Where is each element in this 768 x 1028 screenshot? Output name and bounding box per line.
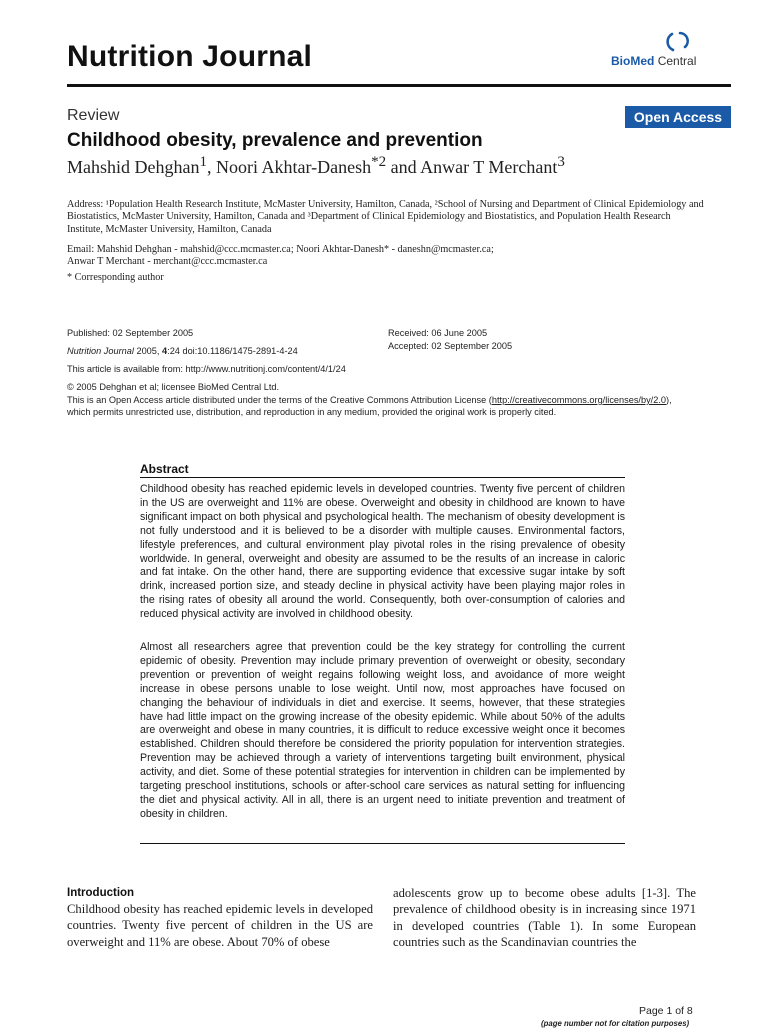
author-separator: , — [206, 157, 216, 177]
biomed-central-logo-icon — [665, 30, 691, 52]
article-url: This article is available from: http://www.nutritionj.com/content/4/1/24 — [67, 364, 346, 374]
author-list — [67, 154, 565, 178]
author-affiliation: 3 — [557, 154, 565, 170]
abstract-rule — [140, 843, 625, 844]
received-date: Received: 06 June 2005 — [388, 328, 488, 338]
page-note: (page number not for citation purposes) — [541, 1019, 690, 1028]
citation-year: 2005, — [133, 346, 163, 356]
copyright: © 2005 Dehghan et al; licensee BioMed Central Ltd. — [67, 382, 280, 392]
author-separator: and — [386, 157, 421, 177]
body-column-left: Childhood obesity has reached epidemic levels in developed countries. Twenty five percent of children in the US are overweight and 11% are obese. About 70% of obese — [67, 902, 373, 949]
email-line: Anwar T Merchant - merchant@ccc.mcmaster.ca — [67, 256, 268, 268]
open-access-badge: Open Access — [625, 106, 731, 128]
abstract-paragraph: Childhood obesity has reached epidemic levels in developed countries. Twenty five percent of children in the US are overweight and 11% are obese. Overweight and obesity in childhood are known to have significant impact on both physical and psychological health. The mechanism of obesity development is not fully understood and it is believed to be a disorder with multiple causes. Environmental factors, lifestyle preferences, and cultural environment play pivotal roles in the rising prevalence of obesity worldwide. In general, overweight and obesity are assumed to be the results of an increase in caloric and fat intake. On the other hand, there are supporting evidence that excessive sugar intake by soft drink, increased portion size, and steady decline in physical activity have been playing major roles in the rising rates of obesity all around the world. Consequently, both over-consumption of calories and reduced physical activity are involved in childhood obesity. — [140, 483, 625, 621]
page-number: Page 1 of 8 — [639, 1005, 693, 1017]
published-date: Published: 02 September 2005 — [67, 328, 194, 338]
author-emails — [67, 244, 707, 269]
abstract-heading: Abstract — [140, 462, 189, 476]
author-name: Mahshid Dehghan — [67, 157, 200, 177]
abstract-paragraph: Almost all researchers agree that prevention could be the key strategy for controlling the current epidemic of obesity. Prevention may include primary prevention of overweight or obesity, secondary prevention or prevention of weight regains following weight loss, and avoidance of more weight increase in obese persons unable to lose weight. Until now, most approaches have focused on changing the behaviour of individuals in diet and exercise. It seems, however, that these strategies have had little impact on the growing increase of the obesity epidemic. While about 50% of the adults are overweight and obese in many countries, it is difficult to reduce excessive weight once it becomes established. Children should therefore be considered the priority population for intervention strategies. Prevention may be achieved through a variety of interventions targeting built environment, physical activity, and diet. Some of these potential strategies for intervention in children can be implemented by targeting preschool institutions, schools or after-school care services as natural setting for influencing the diet and physical activity. All in all, there is an urgent need to initiate prevention and treatment of obesity in children. — [140, 641, 625, 820]
corresponding-author-note: * Corresponding author — [67, 272, 164, 283]
license-text: which permits unrestricted use, distribution, and reproduction in any medium, provided the original work is properly cited. — [67, 407, 557, 417]
publisher-logo — [611, 54, 696, 68]
author-name: Anwar T Merchant — [420, 157, 558, 177]
author-name: Noori Akhtar-Danesh — [215, 157, 372, 177]
article-title: Childhood obesity, prevalence and prevention — [67, 130, 483, 151]
accepted-date: Accepted: 02 September 2005 — [388, 341, 513, 351]
section-label: Review — [67, 107, 120, 124]
introduction-heading: Introduction — [67, 887, 135, 899]
author-address: Address: ¹Population Health Research Institute, McMaster University, Hamilton, Canada, ²School of Nursing and Department of Clinical Epidemiology and Biostatistics, McMaster University, Hamilton, Canada and ³Department of Clinical Epidemiology and Biostatistics, and Population Health Research Institute, McMaster University, Hamilton, Canada — [67, 199, 704, 235]
license-statement — [67, 394, 707, 418]
citation — [67, 345, 298, 357]
journal-title: Nutrition Journal — [67, 40, 313, 73]
license-link[interactable]: http://creativecommons.org/licenses/by/2.0 — [491, 395, 667, 405]
email-line: Email: Mahshid Dehghan - mahshid@ccc.mcmaster.ca; Noori Akhtar-Danesh* - daneshn@mcmaster.ca; — [67, 244, 494, 255]
license-text: This is an Open Access article distributed under the terms of the Creative Commons Attribution License ( — [67, 395, 492, 405]
logo-suffix: Central — [657, 54, 697, 68]
citation-volume: 4 — [162, 346, 168, 356]
logo-brand: BioMed — [611, 54, 655, 68]
header-rule — [67, 84, 731, 87]
abstract-rule — [140, 477, 625, 478]
body-column-right: adolescents grow up to become obese adults [1-3]. The prevalence of childhood obesity is in increasing since 1971 in developed countries (Table 1). In some European countries such as the Scandinavian countries the — [393, 886, 696, 950]
citation-journal: Nutrition Journal — [67, 346, 134, 356]
author-affiliation: 1 — [199, 154, 207, 170]
author-affiliation: *2 — [371, 154, 387, 170]
citation-doi: :24 doi:10.1186/1475-2891-4-24 — [167, 346, 298, 356]
license-text: ), — [666, 395, 672, 405]
